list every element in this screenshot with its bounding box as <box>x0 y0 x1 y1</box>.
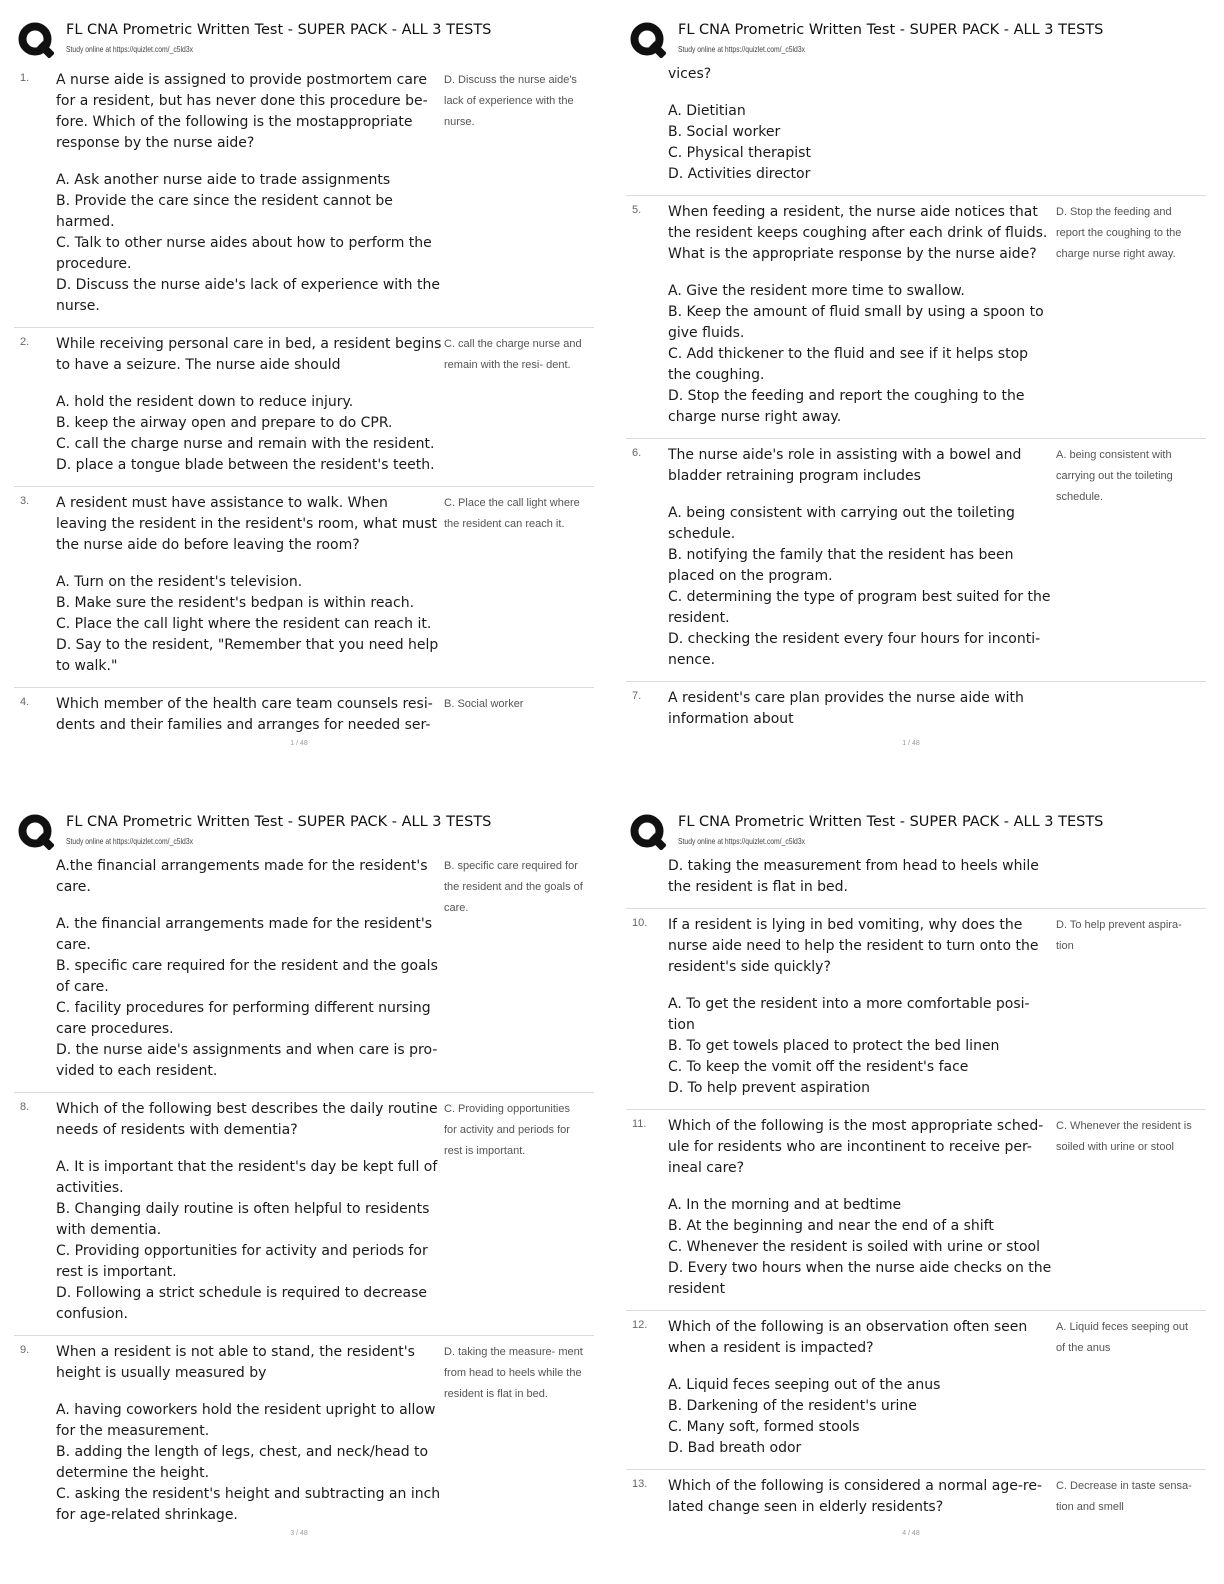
answer-option: D. Discuss the nurse aide's lack of experience with the nurse. <box>56 277 440 314</box>
answer-option: D. checking the resident every four hours for inconti- nence. <box>668 631 1041 668</box>
answer-option: B. Darkening of the resident's urine <box>668 1398 917 1414</box>
question-number: 9. <box>20 1344 30 1356</box>
question-text: A resident's care plan provides the nurse aide with information about <box>668 690 1024 727</box>
answer-option: A. Ask another nurse aide to trade assignments <box>56 172 391 188</box>
answer-options <box>56 1157 442 1325</box>
answer-options <box>668 281 1054 428</box>
page-number: 4 / 48 <box>902 1530 920 1537</box>
answer-option: B. keep the airway open and prepare to do CPR. <box>56 415 393 431</box>
answer-option: B. Social worker <box>668 124 781 140</box>
question-item <box>626 682 1206 740</box>
study-online-link[interactable]: Study online at https://quizlet.com/_c5ld3x <box>66 836 194 846</box>
answer-option: C. Many soft, formed stools <box>668 1419 860 1435</box>
answer-option: D. place a tongue blade between the resident's teeth. <box>56 457 435 473</box>
answer-options <box>56 170 442 317</box>
answer-option: D. Bad breath odor <box>668 1440 802 1456</box>
question-main <box>56 70 442 317</box>
question-number: 5. <box>632 204 642 216</box>
question-main <box>56 334 442 476</box>
study-online-link[interactable]: Study online at https://quizlet.com/_c5ld3x <box>66 44 194 54</box>
answer-option: D. Every two hours when the nurse aide checks on the resident <box>668 1260 1052 1297</box>
answer-option: C. asking the resident's height and subtracting an inch for age-related shrinkage. <box>56 1486 441 1523</box>
document-title: FL CNA Prometric Written Test - SUPER PACK - ALL 3 TESTS <box>66 22 492 38</box>
question-item <box>626 909 1206 1110</box>
answer-options <box>56 572 442 677</box>
questions-list <box>14 64 594 746</box>
document-title: FL CNA Prometric Written Test - SUPER PACK - ALL 3 TESTS <box>678 22 1104 38</box>
answer-option: D. Activities director <box>668 166 811 182</box>
answer-option: B. At the beginning and near the end of a shift <box>668 1218 994 1234</box>
answer-option: B. Make sure the resident's bedpan is within reach. <box>56 595 415 611</box>
question-text: When feeding a resident, the nurse aide notices that the resident keeps coughing after each drink of fluids. What is the appropriate response by the nurse aide? <box>668 204 1048 262</box>
question-main <box>56 694 442 736</box>
answer-option: D. To help prevent aspiration <box>668 1080 871 1096</box>
study-online-link[interactable]: Study online at https://quizlet.com/_c5ld3x <box>678 44 806 54</box>
answer-option: C. Providing opportunities for activity and periods for rest is important. <box>56 1243 428 1280</box>
correct-answer: C. Whenever the resident is soiled with urine or stool <box>1056 1120 1192 1153</box>
correct-answer: B. Social worker <box>444 698 524 710</box>
page-header <box>626 20 1206 64</box>
answer-option: A. having coworkers hold the resident upright to allow for the measurement. <box>56 1402 436 1439</box>
answer-option: A. Dietitian <box>668 103 746 119</box>
question-number: 11. <box>632 1118 647 1130</box>
quizlet-logo-icon <box>18 814 54 850</box>
correct-answer: D. Discuss the nurse aide's lack of experience with the nurse. <box>444 74 577 128</box>
question-item <box>626 196 1206 439</box>
question-number: 2. <box>20 336 30 348</box>
answer-option: B. Changing daily routine is often helpful to residents with dementia. <box>56 1201 430 1238</box>
question-item <box>14 487 594 688</box>
question-text: Which of the following is an observation often seen when a resident is impacted? <box>668 1319 1028 1356</box>
question-text: A.the financial arrangements made for the resident's care. <box>56 858 428 895</box>
question-main <box>56 493 442 677</box>
question-item <box>626 1311 1206 1470</box>
answer-option: A. Turn on the resident's television. <box>56 574 303 590</box>
answer-option: D. Say to the resident, "Remember that you need help to walk." <box>56 637 439 674</box>
question-text: vices? <box>668 66 712 82</box>
correct-answer: A. Liquid feces seeping out of the anus <box>1056 1321 1189 1354</box>
question-number: 3. <box>20 495 30 507</box>
questions-list <box>14 856 594 1536</box>
question-item <box>626 64 1206 196</box>
answer-options <box>668 994 1054 1099</box>
page-number: 3 / 48 <box>290 1530 308 1537</box>
question-item <box>14 856 594 1093</box>
question-text: If a resident is lying in bed vomiting, why does the nurse aide need to help the resident to turn onto the resident's side quickly? <box>668 917 1039 975</box>
answer-option: C. determining the type of program best suited for the resident. <box>668 589 1051 626</box>
question-text: A resident must have assistance to walk. When leaving the resident in the resident's room, what must the nurse aide do before leaving the room? <box>56 495 438 553</box>
page-number: 1 / 48 <box>290 740 308 747</box>
question-number: 6. <box>632 447 642 459</box>
correct-answer: C. call the charge nurse and remain with the resi- dent. <box>444 338 582 371</box>
question-number: 7. <box>632 690 642 702</box>
answer-option: B. Keep the amount of fluid small by using a spoon to give fluids. <box>668 304 1044 341</box>
answer-option: A. the financial arrangements made for the resident's care. <box>56 916 433 953</box>
answer-option: A. To get the resident into a more comfortable posi- tion <box>668 996 1030 1033</box>
question-text: D. taking the measurement from head to heels while the resident is flat in bed. <box>668 858 1039 895</box>
answer-option: B. adding the length of legs, chest, and neck/head to determine the height. <box>56 1444 429 1481</box>
answer-options <box>668 101 1054 185</box>
answer-option: D. the nurse aide's assignments and when care is pro- vided to each resident. <box>56 1042 438 1079</box>
question-text: Which of the following is considered a normal age-re- lated change seen in elderly residents? <box>668 1478 1043 1515</box>
page-1 <box>0 0 598 790</box>
question-text: The nurse aide's role in assisting with a bowel and bladder retraining program includes <box>668 447 1022 484</box>
question-text: Which of the following best describes the daily routine needs of residents with dementia? <box>56 1101 438 1138</box>
correct-answer: B. specific care required for the resident and the goals of care. <box>444 860 583 914</box>
correct-answer: C. Decrease in taste sensa- tion and smell <box>1056 1480 1192 1513</box>
question-item <box>626 856 1206 909</box>
answer-option: C. Add thickener to the fluid and see if it helps stop the coughing. <box>668 346 1029 383</box>
question-item <box>14 688 594 746</box>
answer-options <box>668 503 1054 671</box>
question-main <box>668 202 1054 428</box>
question-text: Which of the following is the most appropriate sched- ule for residents who are incontinent to receive per- ineal care? <box>668 1118 1044 1176</box>
question-main <box>668 915 1054 1099</box>
answer-option: C. facility procedures for performing different nursing care procedures. <box>56 1000 431 1037</box>
answer-option: B. To get towels placed to protect the bed linen <box>668 1038 1000 1054</box>
question-text: While receiving personal care in bed, a resident begins to have a seizure. The nurse aide should <box>56 336 442 373</box>
page-4 <box>612 792 1210 1582</box>
answer-options <box>56 392 442 476</box>
answer-option: A. being consistent with carrying out the toileting schedule. <box>668 505 1015 542</box>
answer-option: C. Physical therapist <box>668 145 811 161</box>
correct-answer: D. Stop the feeding and report the coughing to the charge nurse right away. <box>1056 206 1182 260</box>
answer-options <box>56 1400 442 1526</box>
correct-answer: A. being consistent with carrying out the toileting schedule. <box>1056 449 1173 503</box>
answer-option: A. In the morning and at bedtime <box>668 1197 902 1213</box>
question-main <box>668 1317 1054 1459</box>
answer-option: D. Stop the feeding and report the coughing to the charge nurse right away. <box>668 388 1025 425</box>
question-item <box>626 1470 1206 1528</box>
correct-answer: C. Providing opportunities for activity and periods for rest is important. <box>444 1103 570 1157</box>
page-header <box>14 20 594 64</box>
questions-list <box>626 856 1206 1528</box>
answer-options <box>668 1195 1054 1300</box>
answer-option: A. It is important that the resident's day be kept full of activities. <box>56 1159 438 1196</box>
question-item <box>14 64 594 328</box>
questions-list <box>626 64 1206 740</box>
question-number: 12. <box>632 1319 648 1331</box>
question-item <box>626 439 1206 682</box>
question-number: 10. <box>632 917 648 929</box>
question-number: 1. <box>20 72 30 84</box>
question-text: A nurse aide is assigned to provide postmortem care for a resident, but has never done this procedure be- fore. Which of the following is the mostappropriate response by the nurse aide? <box>56 72 428 151</box>
answer-option: A. hold the resident down to reduce injury. <box>56 394 354 410</box>
question-main <box>668 856 1054 898</box>
question-main <box>56 1342 442 1526</box>
answer-option: B. Provide the care since the resident cannot be harmed. <box>56 193 393 230</box>
page-header <box>626 812 1206 856</box>
answer-option: B. specific care required for the resident and the goals of care. <box>56 958 438 995</box>
answer-option: D. Following a strict schedule is required to decrease confusion. <box>56 1285 427 1322</box>
question-number: 8. <box>20 1101 30 1113</box>
document-title: FL CNA Prometric Written Test - SUPER PACK - ALL 3 TESTS <box>678 814 1104 830</box>
quizlet-logo-icon <box>18 22 54 58</box>
study-online-link[interactable]: Study online at https://quizlet.com/_c5ld3x <box>678 836 806 846</box>
question-number: 4. <box>20 696 30 708</box>
question-main <box>668 1116 1054 1300</box>
quizlet-logo-icon <box>630 22 666 58</box>
question-number: 13. <box>632 1478 648 1490</box>
correct-answer: C. Place the call light where the resident can reach it. <box>444 497 580 530</box>
page-number: 1 / 48 <box>902 740 920 747</box>
page-2 <box>612 0 1210 790</box>
question-main <box>668 1476 1054 1518</box>
correct-answer: D. To help prevent aspira- tion <box>1056 919 1182 952</box>
question-main <box>668 688 1054 730</box>
answer-option: A. Give the resident more time to swallow. <box>668 283 965 299</box>
question-item <box>626 1110 1206 1311</box>
answer-option: A. Liquid feces seeping out of the anus <box>668 1377 941 1393</box>
answer-option: C. call the charge nurse and remain with the resident. <box>56 436 435 452</box>
question-main <box>56 1099 442 1325</box>
question-text: Which member of the health care team counsels resi- dents and their families and arranges for needed ser- <box>56 696 433 733</box>
question-main <box>668 445 1054 671</box>
answer-option: C. Whenever the resident is soiled with urine or stool <box>668 1239 1040 1255</box>
page-header <box>14 812 594 856</box>
page-3 <box>0 792 598 1582</box>
answer-option: C. Place the call light where the resident can reach it. <box>56 616 432 632</box>
quizlet-logo-icon <box>630 814 666 850</box>
document-title: FL CNA Prometric Written Test - SUPER PACK - ALL 3 TESTS <box>66 814 492 830</box>
answer-options <box>668 1375 1054 1459</box>
answer-option: C. To keep the vomit off the resident's face <box>668 1059 969 1075</box>
question-main <box>668 64 1054 185</box>
question-item <box>14 1336 594 1536</box>
answer-option: C. Talk to other nurse aides about how to perform the procedure. <box>56 235 432 272</box>
correct-answer: D. taking the measure- ment from head to heels while the resident is flat in bed. <box>444 1346 583 1400</box>
question-text: When a resident is not able to stand, the resident's height is usually measured by <box>56 1344 415 1381</box>
question-item <box>14 1093 594 1336</box>
question-main <box>56 856 442 1082</box>
answer-option: B. notifying the family that the resident has been placed on the program. <box>668 547 1014 584</box>
question-item <box>14 328 594 487</box>
answer-options <box>56 914 442 1082</box>
